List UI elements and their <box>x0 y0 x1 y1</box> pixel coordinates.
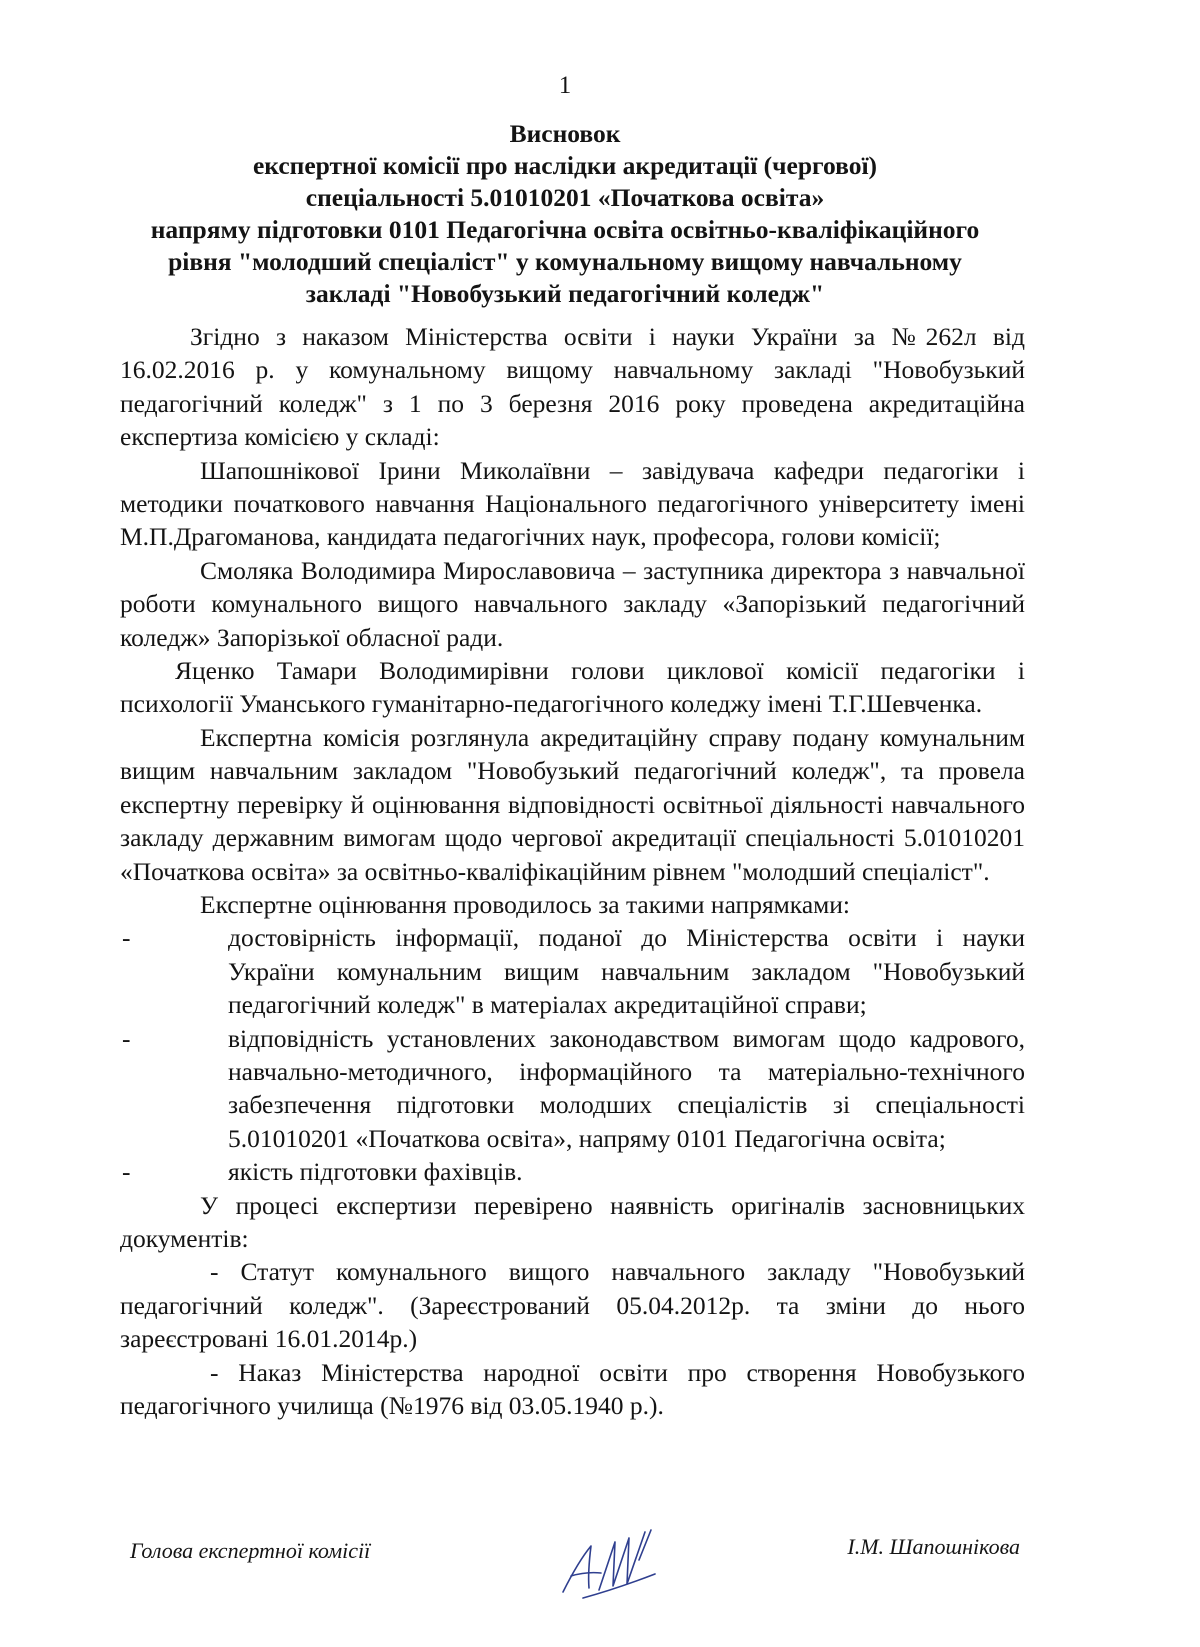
list-item <box>120 921 1025 1021</box>
signature-footer <box>130 1532 1020 1622</box>
review-paragraph: Експертна комісія розглянула акредитаційну справу подану комунальним вищим навчальним закладом "Новобузький педагогічний коледж", та провела експертну перевірку й оцінювання відповідності освітньої діяльності навчального закладу державним вимогам щодо чергової акредитації спеціальності 5.01010201 «Початкова освіта» за освітньо-кваліфікаційним рівнем "молодший спеціаліст". <box>120 722 1025 886</box>
title-line: напряму підготовки 0101 Педагогічна освіта освітньо-кваліфікаційного <box>150 215 980 244</box>
title-line: закладі "Новобузький педагогічний коледж" <box>305 279 825 308</box>
signatory-role: Голова експертної комісії <box>130 1538 371 1563</box>
commission-member-paragraph: Шапошнікової Ірини Миколаївни – завідувача кафедри педагогіки і методики початкового навчання Національного педагогічного університету імені М.П.Драгоманова, кандидата педагогічних наук, професора, голови комісії; <box>120 455 1025 552</box>
handwritten-signature <box>555 1526 675 1612</box>
list-dash: - <box>122 1157 131 1187</box>
page-number: 1 <box>558 72 572 99</box>
signatory-name: І.М. Шапошнікова <box>847 1534 1020 1559</box>
commission-member-paragraph: Смоляка Володимира Мирославовича – заступника директора з навчальної роботи комунального вищого навчального закладу «Запорізький педагогічний коледж» Запорізької обласної ради. <box>120 555 1025 652</box>
list-item-text: достовірність інформації, поданої до Міністерства освіти і науки України комунальним вищим навчальним закладом "Новобузький педагогічний коледж" в матеріалах акредитаційної справи; <box>228 923 1025 1020</box>
title-line: спеціальності 5.01010201 «Початкова освіта» <box>305 183 825 212</box>
list-item <box>120 1155 1025 1188</box>
list-item-text: відповідність установлених законодавством вимогам щодо кадрового, навчально-методичного, інформаційного та матеріально-технічного забезпечення підготовки молодших спеціалістів зі спеціальності 5.01010201 «Початкова освіта», напряму 0101 Педагогічна освіта; <box>228 1023 1025 1153</box>
title-line: Висновок <box>509 119 621 148</box>
process-paragraph: У процесі експертизи перевірено наявність оригіналів засновницьких документів: <box>120 1190 1025 1253</box>
founding-document-item: - Наказ Міністерства народної освіти про створення Новобузького педагогічного училища (№1976 від 03.05.1940 р.). <box>120 1357 1025 1420</box>
founding-document-item: - Статут комунального вищого навчального закладу "Новобузький педагогічний коледж". (Зареєстрований 05.04.2012р. та зміни до нього зареєстровані 16.01.2014р.) <box>120 1257 1025 1354</box>
title-line: експертної комісії про наслідки акредитації (чергової) <box>252 151 878 180</box>
list-dash: - <box>122 1023 131 1053</box>
list-dash: - <box>122 923 131 953</box>
list-item-text: якість підготовки фахівців. <box>228 1157 523 1187</box>
document-title <box>110 118 1020 310</box>
commission-member-paragraph: Яценко Тамари Володимирівни голови циклової комісії педагогіки і психології Уманського гуманітарно-педагогічного коледжу імені Т.Г.Шевченка. <box>120 656 1025 719</box>
document-body <box>120 320 1025 1422</box>
title-line: рівня "молодший спеціаліст" у комунальному вищому навчальному <box>168 247 962 276</box>
directions-intro: Експертне оцінювання проводилось за такими напрямками: <box>200 889 851 919</box>
list-item <box>120 1022 1025 1156</box>
intro-paragraph: Згідно з наказом Міністерства освіти і науки України за №262л від 16.02.2016 р. у комунальному вищому навчальному закладі "Новобузький педагогічний коледж" з 1 по 3 березня 2016 року проведена акредитаційна експертиза комісією у складі: <box>120 322 1025 452</box>
